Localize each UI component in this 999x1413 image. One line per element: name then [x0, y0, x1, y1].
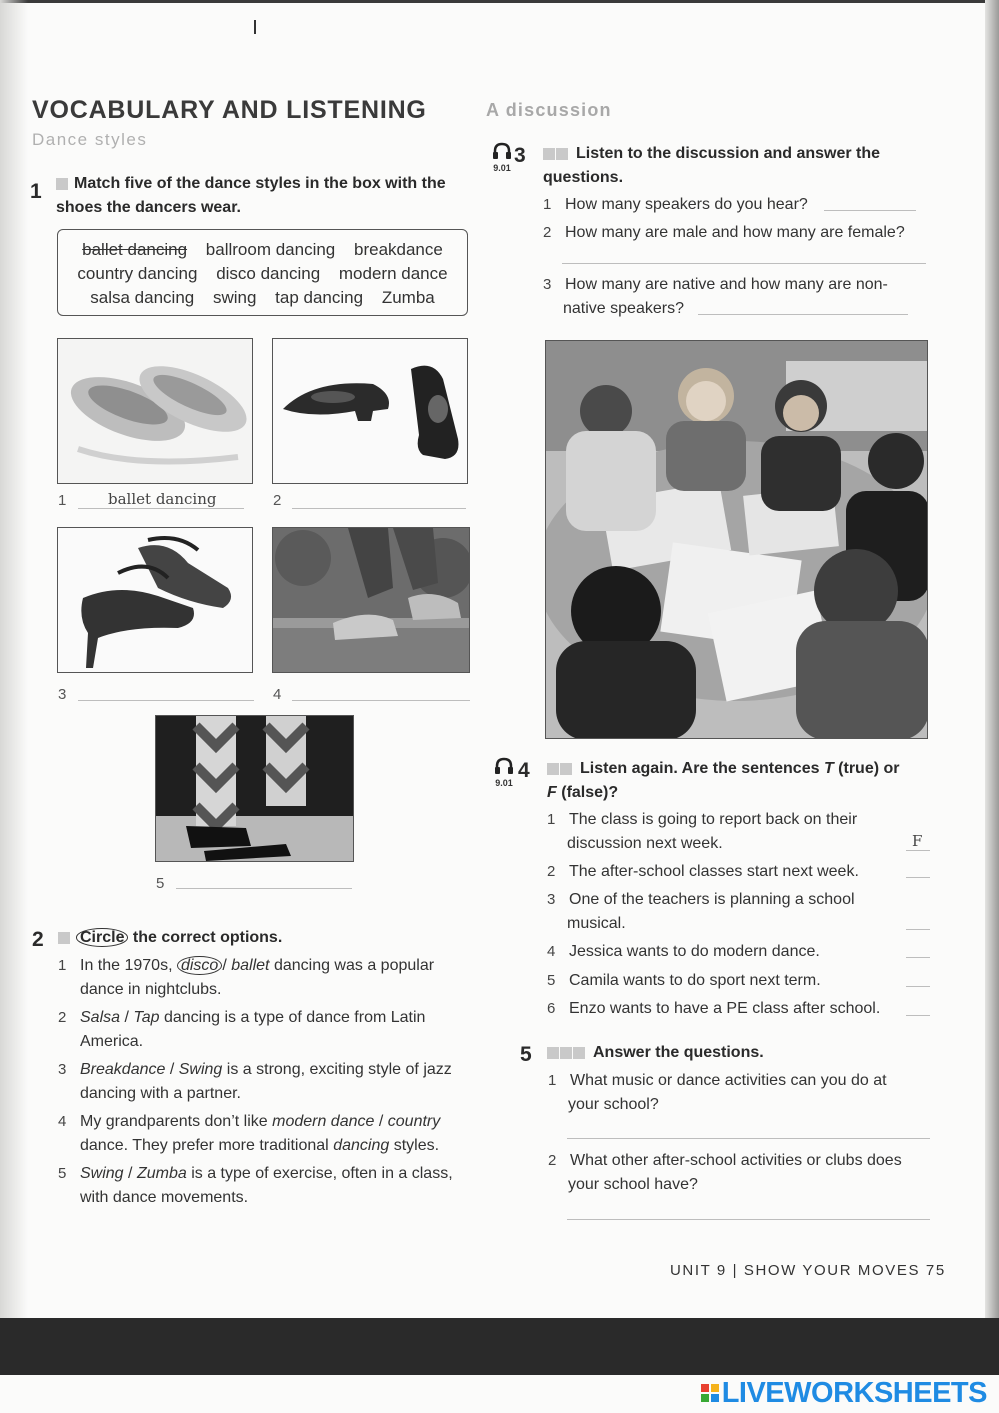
option-country[interactable]: country — [387, 1113, 441, 1130]
ex4-answer-1[interactable]: F — [912, 832, 923, 850]
exercise-4-number: 4 — [518, 759, 530, 782]
answer-line-3[interactable] — [78, 700, 254, 701]
ex4-item-5: 5 Camila wants to do sport next term. — [547, 972, 821, 989]
item-number: 2 — [58, 1009, 67, 1026]
headphones-icon[interactable] — [494, 757, 514, 775]
word-box-row — [58, 238, 467, 262]
exercise-5-number: 5 — [520, 1043, 532, 1066]
word-box — [57, 229, 468, 316]
option-swing[interactable]: Swing — [178, 1061, 223, 1078]
caption-3-number: 3 — [58, 686, 67, 703]
exercise-3-instruction-2: questions. — [543, 169, 624, 186]
answer-1-text: ballet dancing — [108, 490, 217, 508]
photo-student-discussion — [545, 340, 928, 739]
word-box-row — [58, 262, 467, 286]
item-text: Swing / Zumba is a type of exercise, often in a class, with dance movements. — [80, 1165, 453, 1206]
exercise-3-number: 3 — [514, 144, 526, 167]
track-number: 9.01 — [493, 163, 511, 173]
item-number: 1 — [58, 957, 67, 974]
ex2-item-3 — [58, 1058, 476, 1106]
option-disco[interactable]: disco — [177, 956, 222, 975]
option-swing-5[interactable]: Swing — [80, 1165, 124, 1182]
exercise-1-instruction-block — [56, 172, 471, 220]
track-number: 9.01 — [495, 778, 513, 788]
section-title: Dance styles — [32, 130, 148, 149]
item-text: My grandparents don’t like modern dance / country dance. They prefer more traditional dancing styles. — [80, 1113, 441, 1154]
ex2-item-1 — [58, 954, 476, 1002]
word-modern: modern dance — [338, 264, 448, 283]
exercise-3-audio[interactable] — [488, 142, 516, 173]
answer-line-2[interactable] — [292, 508, 466, 509]
photo-tap-dancer-socks — [155, 715, 354, 862]
item-number: 4 — [58, 1113, 67, 1130]
ex5-item-1: 1 What music or dance activities can you do at your school? — [548, 1072, 887, 1113]
option-salsa[interactable]: Salsa — [80, 1009, 121, 1026]
difficulty-stars — [547, 1047, 585, 1059]
option-breakdance[interactable]: Breakdance — [80, 1061, 166, 1078]
ex3-item-3: 3 How many are native and how many are non- native speakers? — [543, 276, 888, 317]
option-zumba[interactable]: Zumba — [136, 1165, 187, 1182]
ex4-answer-line-4[interactable] — [906, 957, 930, 958]
ex3-item-2: 2 How many are male and how many are female? — [543, 224, 905, 241]
ex4-answer-line-5[interactable] — [906, 986, 930, 987]
word-country: country dancing — [77, 264, 198, 283]
caption-4-number: 4 — [273, 686, 282, 703]
page-title: VOCABULARY AND LISTENING — [32, 96, 427, 124]
answer-line-5[interactable] — [176, 888, 352, 889]
answer-line-4[interactable] — [292, 700, 470, 701]
difficulty-stars — [543, 148, 568, 160]
ex2-item-5 — [58, 1162, 476, 1210]
caption-2-number: 2 — [273, 492, 282, 509]
ex4-item-3: 3 One of the teachers is planning a school musical. — [547, 891, 855, 932]
scan-shadow — [0, 0, 28, 1318]
exercise-3-instruction: Listen to the discussion and answer the — [576, 145, 881, 162]
word-breakdance: breakdance — [354, 240, 443, 259]
ex5-item-2: 2 What other after-school activities or clubs does your school have? — [548, 1152, 902, 1193]
exercise-2-items — [58, 954, 476, 1210]
ex5-answer-line-1[interactable] — [567, 1138, 930, 1139]
ex4-item-1: 1 The class is going to report back on their discussion next week. — [547, 811, 858, 852]
liveworksheets-icon — [701, 1384, 719, 1402]
word-ballet: ballet dancing — [82, 240, 188, 259]
word-ballroom: ballroom dancing — [205, 240, 336, 259]
page-subtitle: A discussion — [486, 100, 612, 120]
ex4-item-4: 4 Jessica wants to do modern dance. — [547, 943, 820, 960]
liveworksheets-logo[interactable] — [701, 1377, 987, 1409]
item-number: 3 — [58, 1061, 67, 1078]
answer-line-1[interactable] — [78, 508, 244, 509]
ex4-item-6: 6 Enzo wants to have a PE class after school. — [547, 1000, 881, 1017]
photo-tap-shoes — [272, 338, 468, 484]
ex2-item-4 — [58, 1110, 476, 1158]
scan-mark — [254, 20, 256, 34]
exercise-1-number: 1 — [30, 180, 42, 203]
scan-right-edge — [985, 0, 999, 1318]
scan-top-edge — [0, 0, 999, 3]
ex4-answer-line-6[interactable] — [906, 1015, 930, 1016]
exercise-1-instruction: Match five of the dance styles in the box with the shoes the dancers wear. — [56, 175, 446, 216]
exercise-3-instruction-block — [543, 142, 943, 190]
exercise-4-audio[interactable] — [490, 757, 518, 788]
option-tap[interactable]: Tap — [133, 1009, 160, 1026]
ex3-item-1: 1 How many speakers do you hear? — [543, 196, 808, 213]
caption-1-number: 1 — [58, 492, 67, 509]
ex4-answer-line-3[interactable] — [906, 929, 930, 930]
word-swing: swing — [212, 288, 257, 307]
ex4-answer-line-1[interactable] — [906, 850, 930, 851]
option-ballet[interactable]: ballet — [231, 957, 270, 974]
scan-background — [0, 1318, 999, 1375]
logo-text: LIVEWORKSHEETS — [721, 1376, 987, 1409]
exercise-2-number: 2 — [32, 928, 44, 951]
ex4-answer-line-2[interactable] — [906, 877, 930, 878]
ex2-item-2 — [58, 1006, 476, 1054]
word-tap: tap dancing — [275, 288, 364, 307]
word-box-row — [58, 286, 467, 310]
item-text: In the 1970s, disco / ballet dancing was a popular dance in nightclubs. — [80, 957, 435, 998]
exercise-2-instruction: the correct options. — [132, 929, 283, 946]
item-text: Salsa / Tap dancing is a type of dance from Latin America. — [80, 1009, 426, 1050]
photo-breakdance-trainers — [272, 527, 470, 673]
difficulty-stars — [56, 178, 68, 190]
word-zumba: Zumba — [381, 288, 435, 307]
caption-5-number: 5 — [156, 875, 165, 892]
ex4-item-2: 2 The after-school classes start next week. — [547, 863, 859, 880]
photo-ballet-shoes — [57, 338, 253, 484]
option-modern-dance[interactable]: modern dance — [272, 1113, 375, 1130]
ex5-answer-line-2[interactable] — [567, 1219, 930, 1220]
difficulty-stars — [58, 932, 70, 944]
unit-footer: UNIT 9 | SHOW YOUR MOVES 75 — [670, 1262, 946, 1279]
word-salsa: salsa dancing — [90, 288, 195, 307]
exercise-4-instruction-block: Listen again. Are the sentences T (true) or F (false)? — [547, 760, 900, 801]
word-disco: disco dancing — [216, 264, 321, 283]
ex3-answer-line-1[interactable] — [824, 210, 916, 211]
item-text: Breakdance / Swing is a strong, exciting style of jazz dancing with a partner. — [80, 1061, 452, 1102]
item-number: 5 — [58, 1165, 67, 1182]
exercise-2-circle-word: Circle — [76, 928, 128, 947]
headphones-icon[interactable] — [492, 142, 512, 160]
exercise-2-instruction-block — [58, 926, 282, 950]
photo-ballroom-shoes — [57, 527, 253, 673]
exercise-5-instruction-block: Answer the questions. — [547, 1041, 764, 1065]
ex3-answer-line-2[interactable] — [562, 263, 926, 264]
difficulty-stars — [547, 763, 572, 775]
ex3-answer-line-3[interactable] — [698, 314, 908, 315]
